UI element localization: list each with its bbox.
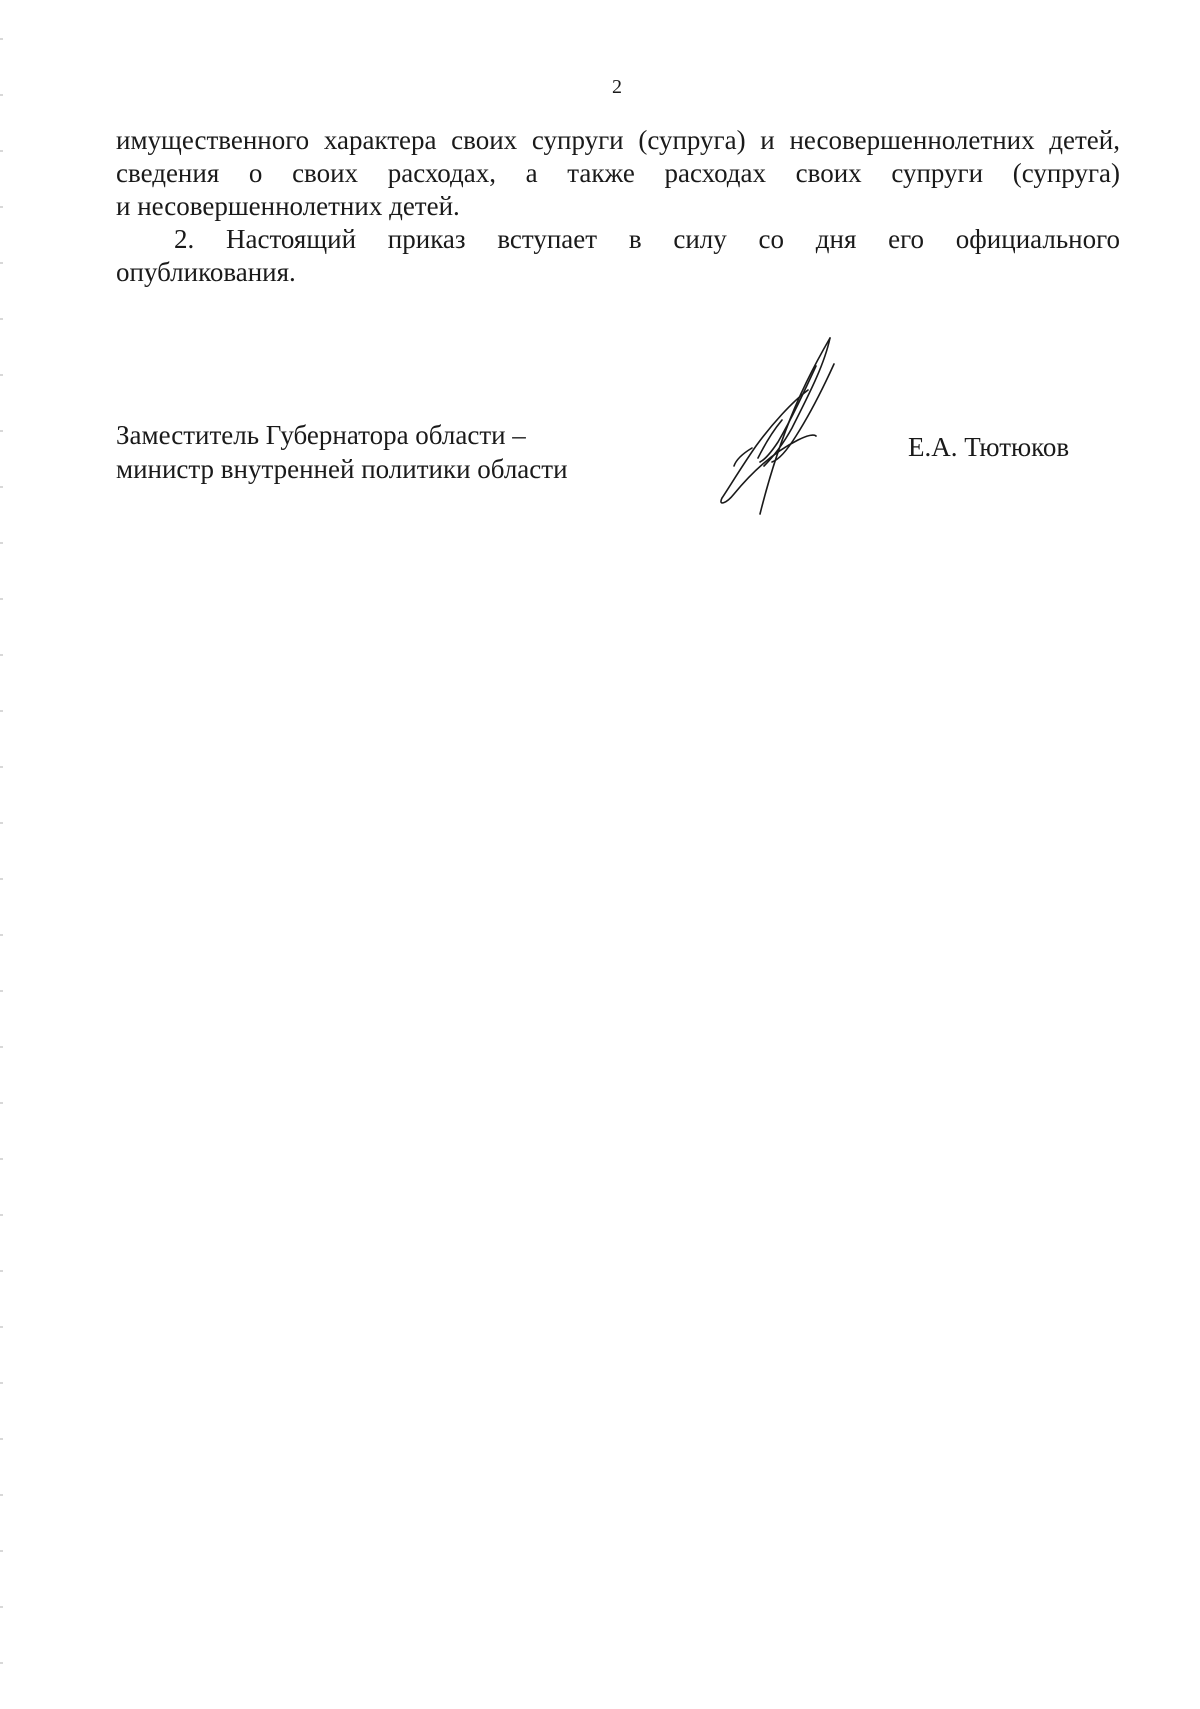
paragraph-1-line-1: имущественного характера своих супруги (супруга) и несовершеннолетних детей, (116, 125, 1120, 155)
scan-edge-artifact (0, 0, 3, 1709)
position-line-2: министр внутренней политики области (116, 454, 568, 484)
page-number: 2 (612, 76, 622, 98)
paragraph-2-line-1: 2. Настоящий приказ вступает в силу со дня его официального (174, 224, 1120, 254)
paragraph-1 (116, 124, 1120, 223)
paragraph-2-line-2: опубликования. (116, 257, 296, 287)
paragraph-2 (116, 223, 1120, 289)
signature-position (116, 418, 568, 486)
paragraph-1-line-2: сведения о своих расходах, а также расходах своих супруги (супруга) (116, 158, 1120, 188)
handwritten-signature (712, 336, 852, 516)
signer-name: Е.А. Тютюков (908, 432, 1070, 462)
position-line-1: Заместитель Губернатора области – (116, 420, 526, 450)
paragraph-1-line-3: и несовершеннолетних детей. (116, 191, 460, 221)
